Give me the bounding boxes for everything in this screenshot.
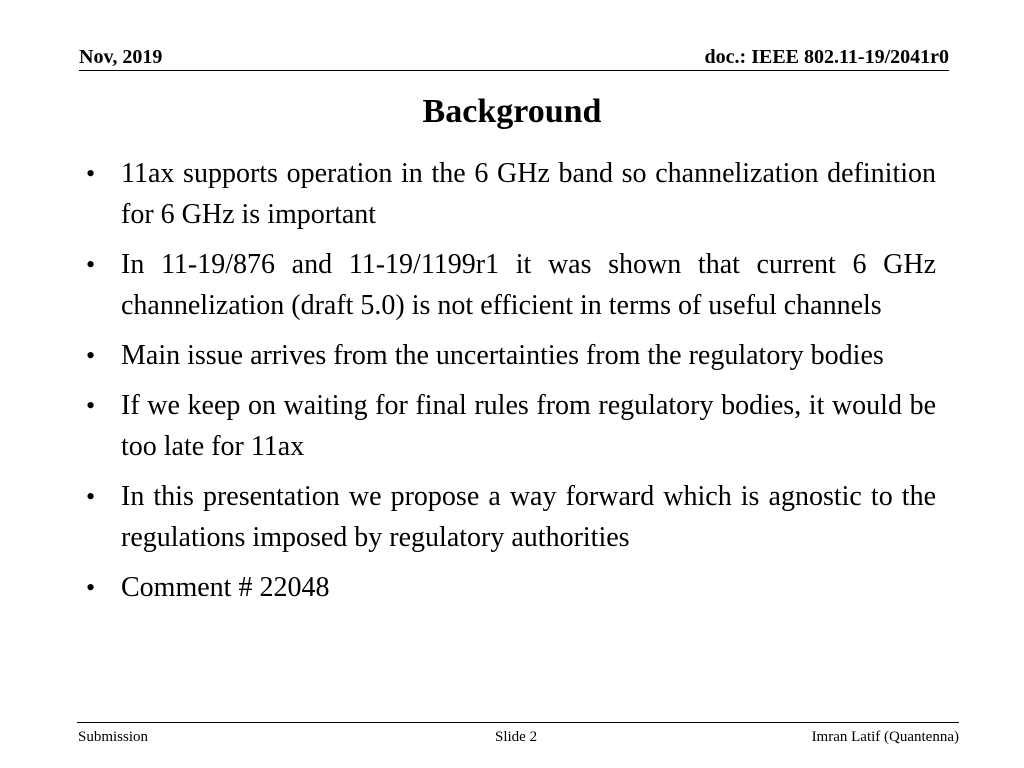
bullet-dot-icon: • (86, 482, 96, 511)
bullet-item (86, 567, 936, 608)
bullet-text: Comment # 22048 (121, 572, 330, 603)
footer-submission: Submission (78, 729, 149, 745)
slide-header (79, 40, 949, 71)
header-doc-id: doc.: IEEE 802.11-19/2041r0 (704, 46, 949, 68)
bullet-text: In this presentation we propose a way forward which is agnostic to the regulations imposed by regulatory authorities (121, 481, 936, 553)
bullet-text: If we keep on waiting for final rules from regulatory bodies, it would be too late for 11ax (121, 390, 936, 462)
bullet-text: 11ax supports operation in the 6 GHz band so channelization definition for 6 GHz is important (121, 158, 936, 230)
bullet-dot-icon: • (86, 250, 96, 279)
bullet-list (86, 153, 936, 617)
bullet-dot-icon: • (86, 391, 96, 420)
footer-author: Imran Latif (Quantenna) (811, 729, 959, 745)
bullet-text: Main issue arrives from the uncertainties from the regulatory bodies (121, 340, 884, 371)
slide-footer (77, 722, 959, 751)
bullet-item (86, 335, 936, 376)
bullet-item (86, 385, 936, 467)
bullet-item (86, 476, 936, 558)
slide-title: Background (422, 93, 602, 130)
bullet-dot-icon: • (86, 573, 96, 602)
bullet-item (86, 153, 936, 235)
bullet-dot-icon: • (86, 341, 96, 370)
footer-slide-number: Slide 2 (495, 729, 538, 745)
header-date: Nov, 2019 (79, 46, 163, 68)
bullet-dot-icon: • (86, 159, 96, 188)
bullet-text: In 11-19/876 and 11-19/1199r1 it was shown that current 6 GHz channelization (draft 5.0) is not efficient in terms of useful channels (121, 249, 936, 321)
bullet-item (86, 244, 936, 326)
